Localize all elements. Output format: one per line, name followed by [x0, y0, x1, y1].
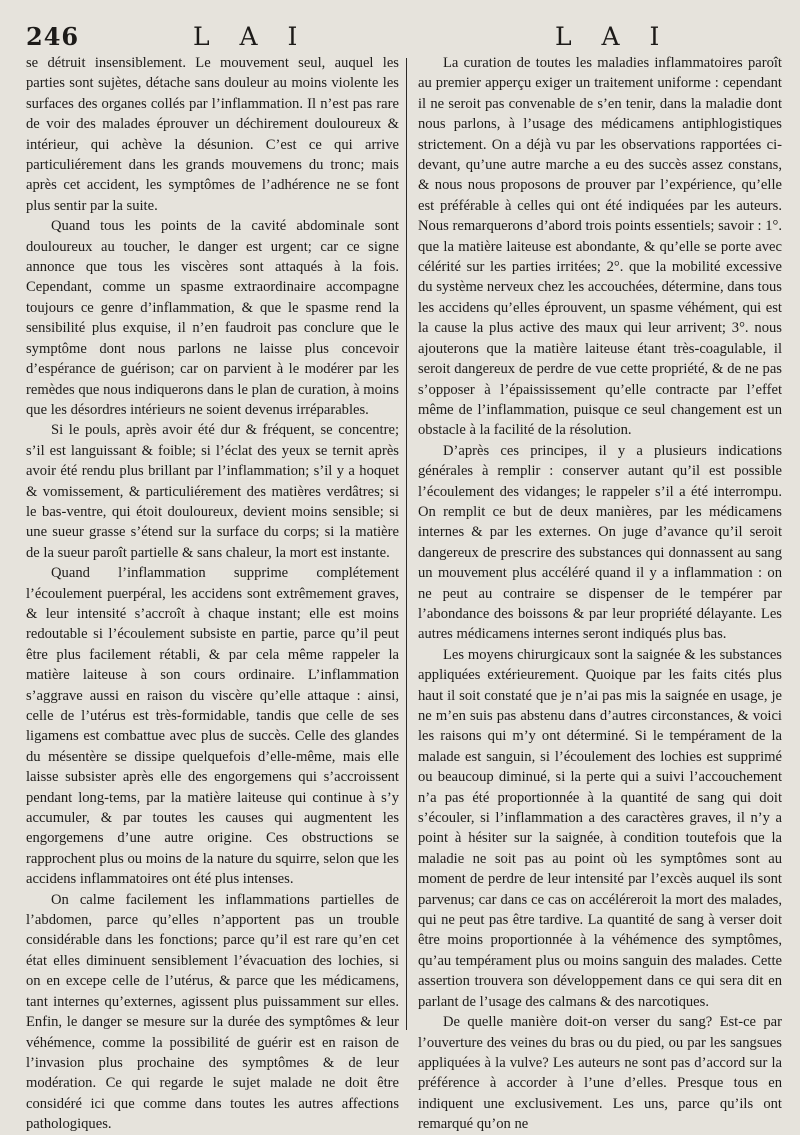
paragraph: D’après ces principes, il y a plusieurs indications générales à remplir : conserver autant qu’il est possible l’écoulement des vidanges; le rappeler s’il a été interrompu. On remplit ce but de deux manières, par les médicamens internes & par les externes. On juge d’avance qu’il seroit dangereux de prescrire des substances qui donnassent au sang un mouvement plus accéléré quand il y a inflammation : on ne peut au contraire se dispenser de le tempérer par l’abondance des boissons & par leur propriété délayante. Les autres médicamens internes seront indiqués plus bas. — [418, 442, 782, 643]
paragraph: Si le pouls, après avoir été dur & fréquent, se concentre; s’il est languissant & foible; si l’éclat des yeux se ternit après avoir été rendu plus brillant par l’inflammation; s’il y a hoquet & vomissement, & particuliérement des matières verdâtres; si le bas-ventre, qui étoit douloureux, devient moins sensible; si une sueur grasse s’étend sur la surface du corps; si la matière de la sueur paroît partielle & sans chaleur, la mort est instante. — [26, 422, 399, 561]
paragraph: Les moyens chirurgicaux sont la saignée & les substances appliquées extérieurement. Quoique par les faits cités plus haut il soit constaté que je n’ai pas mis la saignée en usage, je ne m’en suis pas abstenu dans d’autres circonstances, & voici les raisons qui m’y ont déterminé. Si le tempérament de la malade est sanguin, si l’écoulement des lochies est supprimé ou beaucoup diminué, si la perte qui a suivi l’accouchement n’a pas été proportionnée à la quantité de sang qui doit s’écouler, si l’inflammation a des caractères graves, il n’y a point à hésiter sur la saignée, à condition toutefois que la maladie ne soit pas au point où les symptômes sont au moment de perdre de leur intensité par l’excès auquel ils sont parvenus; car dans ce cas on accéléreroit la mort des malades, qui ne peut pas être tardive. La quantité de sang à verser doit être moins proportionnée à la véhémence des symptômes, qu’au tempérament plus ou moins sanguin des malades. Cette assertion trouvera son développement dans ce qui sera dit en parlant de l’usage des calmans & des narcotiques. — [418, 646, 782, 1010]
column-divider — [406, 58, 407, 1030]
paragraph: La curation de toutes les maladies inflammatoires paroît au premier apperçu exiger un traitement uniforme : cependant il ne seroit pas convenable de s’en tenir, dans la maladie dont nous parlons, à l’usage des médicamens antiphlogistiques strictement. On a déjà vu par les observations rapportées ci-devant, qu’une autre marche a eu des succès assez constans, & nous nous proposons de prouver par l’expérience, qu’elle est préférable à celles qui ont été indiquées par les auteurs. Nous remarquerons d’abord trois points essentiels; savoir : 1°. que la matière laiteuse est abondante, & qu’elle se porte avec célérité sur les parties irritées; 2°. que la mobilité excessive du système nerveux chez les accouchées, détermine, dans tous les accidens qu’elles éprouvent, un spasme véhément, qui est la cause la plus active des maux qui leur arrivent; 3°. nous ajouterons que la matière laiteuse étant très-coagulable, il seroit dangereux de perdre de vue cette propriété, & de ne pas s’opposer à l’épaississement qu’elle contracte par l’effet même de l’inflammation, puisque ce seul changement est un obstacle à la facilité de la résolution. — [418, 55, 782, 439]
paragraph: On calme facilement les inflammations partielles de l’abdomen, parce qu’elles n’apportent pas un trouble considérable dans les fonctions; parce qu’il est rare qu’en cet état elles diminuent sensiblement l’évacuation des lochies, si on en excepe celle de l’utérus, & parce que les médicamens, tant internes qu’externes, agissent plus puissamment sur elles. Enfin, le danger se mesure sur la durée des symptômes & leur véhémence, comme la possibilité de guérir est en raison de l’invasion plus prochaine des symptômes & de leur modération. Ce qui regarde le sujet malade ne doit être considéré ici que comme dans toutes les autres affections pathologiques. — [26, 891, 399, 1133]
paragraph: Quand l’inflammation supprime complétement l’écoulement puerpéral, les accidens sont extrêmement graves, & leur intensité s’accroît à chaque instant; elle est moins redoutable si l’écoulement subsiste en partie, parce qu’il peut être plus facilement rétabli, & par cela même rappeler la matière laiteuse à son cours ordinaire. L’inflammation s’aggrave aussi en raison du viscère qu’elle attaque : ainsi, celle de l’utérus est très-formidable, tandis que celle de ses ligamens est combattue avec plus de succès. Celle des glandes du mésentère se dissipe quelquefois d’elle-même, mais elle laisse subsister après elle des engorgemens qui s’accroissent pendant long-tems, par la matière laiteuse qui continue à s’y accumuler, & par toutes les causes qui augmentent les engorgemens d’une autre origine. Ces obstructions se rapprochent plus ou moins de la nature du squirre, selon que les accidens inflammatoires ont été plus intenses. — [26, 565, 399, 888]
page-header — [0, 22, 800, 54]
right-column — [418, 53, 782, 1135]
paragraph: se détruit insensiblement. Le mouvement seul, auquel les parties sont sujètes, détache sans douleur au moins violente les surfaces des organes collés par l’inflammation. Il n’est pas rare de voir des malades éprouver un déchirement douloureux & intérieur, qui achève la désunion. C’est ce qui arrive particuliérement dans les grands mouvemens du tronc; mais après cet accident, les symptômes de l’adhérence ne se font plus sentir par la suite. — [26, 55, 399, 214]
page-number: 246 — [26, 22, 80, 51]
paragraph: De quelle manière doit-on verser du sang? Est-ce par l’ouverture des veines du bras ou du pied, ou par les sangsues appliquées à la vulve? Les auteurs ne sont pas d’accord sur la préférence à accorder à l’une d’elles. Presque tous en indiquent une exclusivement. Les uns, parce qu’ils ont remarqué qu’on ne — [418, 1014, 782, 1133]
left-column — [26, 53, 399, 1135]
running-head-left: L A I — [193, 22, 309, 51]
running-head-right: L A I — [555, 22, 671, 51]
paragraph: Quand tous les points de la cavité abdominale sont douloureux au toucher, le danger est urgent; car ce signe annonce que tous les viscères sont attaqués à la fois. Cependant, comme un spasme extraordinaire accompagne toujours ce genre d’inflammation, & que le spasme rend la sensibilité plus exquise, il n’en faudroit pas conclure que le symptôme dont nous parlons ne laisse plus concevoir d’espérance de guérison; car on parvient à le modérer par les remèdes que nous indiquerons dans le plan de curation, à moins que les désordres intérieurs ne soient devenus irréparables. — [26, 218, 399, 418]
